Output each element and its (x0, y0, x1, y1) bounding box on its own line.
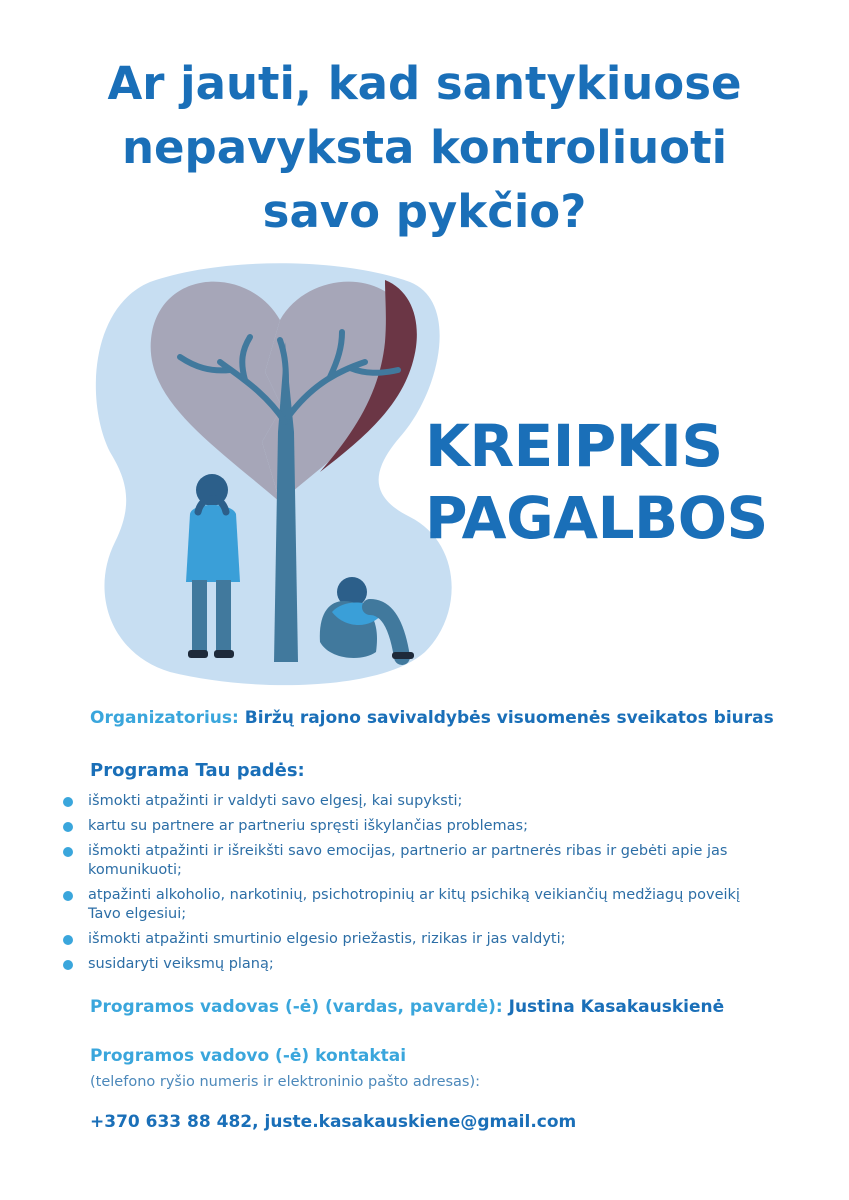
program-title: Programa Tau padės: (90, 760, 305, 781)
program-list (58, 792, 758, 980)
list-item-text: atpažinti alkoholio, narkotinių, psichotropinių ar kitų psichiką veikiančių medžiagų poveikį Tavo elgesiui; (88, 887, 740, 922)
contacts-title: Programos vadovo (-ė) kontaktai (90, 1046, 407, 1066)
list-item-text: išmokti atpažinti smurtinio elgesio priežastis, rizikas ir jas valdyti; (88, 931, 566, 947)
list-item (58, 792, 758, 811)
list-item (58, 930, 758, 949)
bullet-icon (63, 847, 73, 857)
leader-label: Programos vadovas (-ė) (vardas, pavardė): (90, 997, 503, 1017)
cta-line-2: PAGALBOS (425, 484, 768, 552)
bullet-icon (63, 797, 73, 807)
leader-name: Justina Kasakauskienė (508, 997, 725, 1017)
bullet-icon (63, 822, 73, 832)
list-item-text: kartu su partnere ar partneriu spręsti iškylančias problemas; (88, 818, 528, 834)
bullet-icon (63, 891, 73, 901)
list-item (58, 842, 758, 880)
title-line-3: savo pykčio? (262, 185, 587, 238)
list-item-text: susidaryti veiksmų planą; (88, 956, 274, 972)
organizer-value: Biržų rajono savivaldybės visuomenės sveikatos biuras (244, 708, 774, 728)
list-item-text: išmokti atpažinti ir išreikšti savo emocijas, partnerio ar partnerės ribas ir gebėti apie jas komunikuoti; (88, 843, 728, 878)
list-item-text: išmokti atpažinti ir valdyti savo elgesį, kai supyksti; (88, 793, 463, 809)
contacts-value: +370 633 88 482, juste.kasakauskiene@gmail.com (90, 1112, 577, 1132)
contacts-hint: (telefono ryšio numeris ir elektroninio pašto adresas): (90, 1074, 481, 1090)
program-leader (90, 997, 724, 1017)
list-item (58, 886, 758, 924)
bullet-icon (63, 960, 73, 970)
broken-heart-tree-people-icon (80, 262, 480, 692)
title-line-2: nepavyksta kontroliuoti (121, 121, 728, 174)
cta-line-1: KREIPKIS (425, 412, 723, 480)
list-item (58, 955, 758, 974)
bullet-icon (63, 935, 73, 945)
page-title (0, 52, 849, 244)
organizer-label: Organizatorius: (90, 708, 239, 728)
title-line-1: Ar jauti, kad santykiuose (107, 57, 742, 110)
list-item (58, 817, 758, 836)
call-to-action (425, 410, 768, 554)
organizer-line (90, 708, 774, 728)
